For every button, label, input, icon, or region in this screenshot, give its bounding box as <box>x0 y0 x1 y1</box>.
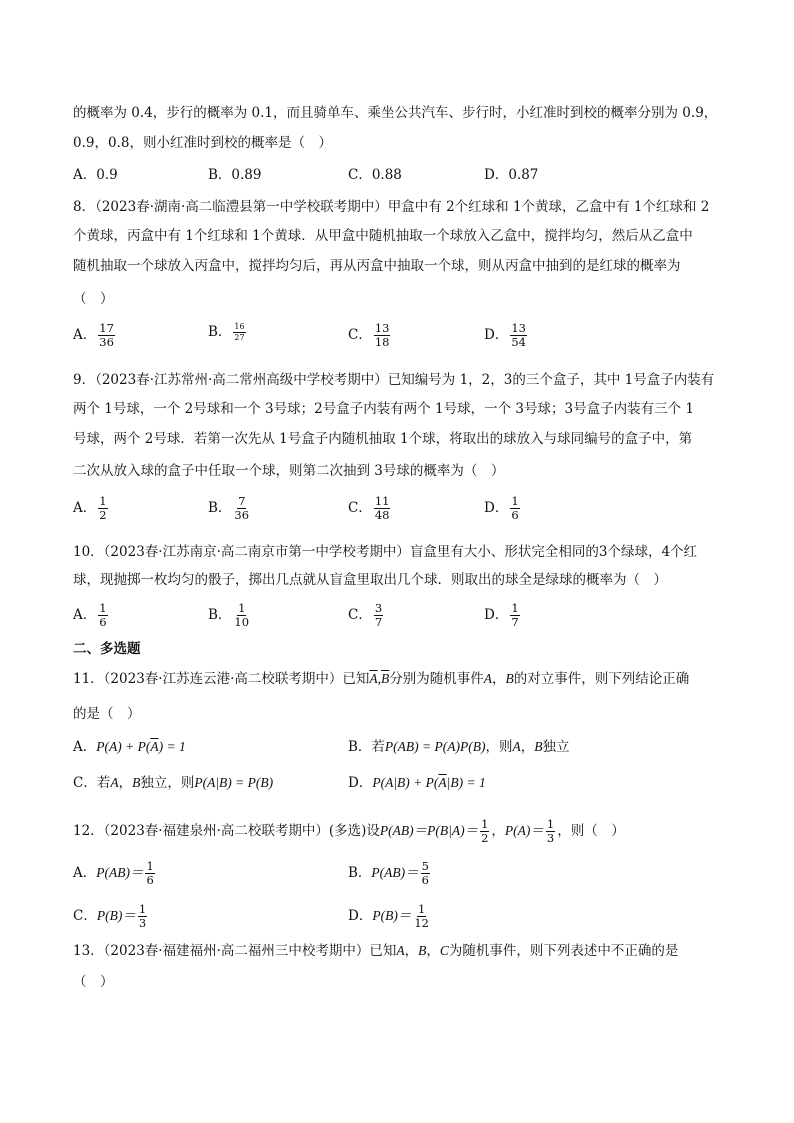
fraction: $\frac{7}{36}$ <box>234 494 250 522</box>
math-expression: P(AB)＝P(B|A)＝ <box>379 823 479 838</box>
q10-option-b <box>208 602 252 629</box>
q11-option-b: B．若P(AB) = P(A)P(B)，则A，B独立 <box>348 739 570 755</box>
q8-option-b <box>208 322 248 343</box>
option-letter: D． <box>484 500 509 516</box>
fraction: $\frac{13}{18}$ <box>374 321 390 349</box>
option-letter: D． <box>484 327 509 343</box>
q10-option-d <box>484 602 522 629</box>
math-expression: B <box>418 943 427 958</box>
math-expression: $P(A) + P(\overline{A}) = 1$ <box>96 739 186 754</box>
fraction: $\frac{1}{3}$ <box>546 817 555 845</box>
q8-option-a <box>73 322 117 349</box>
q13-line-1: 13．（2023春·福建福州·高二福州三中校考期中）已知A，B，C为随机事件，则下列表述中不正确的是 <box>73 943 679 959</box>
math-expression: P(AB)＝ <box>96 865 144 880</box>
math-expression: $\overline{A},\overline{B}$ <box>369 671 390 686</box>
intro-line-1: 的概率为 0.4，步行的概率为 0.1，而且骑单车、乘坐公共汽车、步行时，小红准时到校的概率分别为 0.9， <box>73 105 718 121</box>
math-expression: B <box>534 739 543 754</box>
q8-option-c <box>348 322 392 349</box>
q10-option-c <box>348 602 385 629</box>
q11-line-1: 11．（2023春·江苏连云港·高二校联考期中）已知$\overline{A},\overline{B}$分别为随机事件A，B的对立事件，则下列结论正确 <box>73 671 690 687</box>
math-expression: C <box>439 943 449 958</box>
q11-line-2: 的是（ ） <box>73 706 141 722</box>
q8-line-1: 8．（2023春·湖南·高二临澧县第一中学校联考期中）甲盒中有 2个红球和 1个黄球，乙盒中有 1个红球和 2 <box>73 199 710 215</box>
math-expression: A <box>512 739 521 754</box>
fraction: $\frac{1}{2}$ <box>481 817 489 845</box>
q9-option-b <box>208 495 252 522</box>
math-expression: P(A|B) = P(B) <box>194 775 274 790</box>
fraction: $\frac{5}{6}$ <box>421 859 429 887</box>
intro-option-d: D．0.87 <box>484 167 539 183</box>
fraction: $\frac{1}{3}$ <box>138 902 147 930</box>
math-expression: P(A)＝ <box>504 823 544 838</box>
q8-line-3: 随机抽取一个球放入丙盒中，搅拌均匀后，再从丙盒中抽取一个球，则从丙盒中抽到的是红球的概率为 <box>73 258 681 274</box>
math-expression: B <box>132 775 141 790</box>
intro-option-c: C．0.88 <box>348 167 402 183</box>
intro-option-b: B．0.89 <box>208 167 262 183</box>
q12-option-d: D．P(B)＝ $\frac{1}{12}$ <box>348 902 429 930</box>
fraction: $\frac{17}{36}$ <box>99 321 114 349</box>
math-expression: A <box>396 943 405 958</box>
option-letter: A． <box>73 607 97 623</box>
math-expression: B <box>505 671 514 686</box>
q12-option-c: C．P(B)＝ $\frac{1}{3}$ <box>73 902 147 930</box>
fraction: $\frac{1}{6}$ <box>146 859 154 887</box>
q9-line-1: 9．（2023春·江苏常州·高二常州高级中学校考期中）已知编号为 1，2，3的三个盒子，其中 1号盒子内装有 <box>73 372 715 388</box>
q11-option-d: D．$P(A|B) + P(\overline{A}|B) = 1$ <box>348 775 486 791</box>
fraction: $\frac{1}{6}$ <box>99 601 107 629</box>
q12-option-a: A．P(AB)＝ $\frac{1}{6}$ <box>73 859 154 887</box>
fraction: $\frac{3}{7}$ <box>374 601 383 629</box>
option-letter: B． <box>208 607 232 623</box>
option-letter: C． <box>348 500 372 516</box>
intro-line-2: 0.9，0.8，则小红准时到校的概率是（ ） <box>73 135 332 151</box>
q9-line-4: 二次从放入球的盒子中任取一个球，则第二次抽到 3号球的概率为（ ） <box>73 463 505 479</box>
q11-option-c: C．若A，B独立，则P(A|B) = P(B) <box>73 775 274 791</box>
option-letter: B． <box>208 500 232 516</box>
math-expression: P(AB) = P(A)P(B) <box>384 739 486 754</box>
q9-option-d <box>484 495 522 522</box>
math-expression: P(AB)＝ <box>371 865 419 880</box>
math-expression: A <box>110 775 119 790</box>
fraction: $\frac{16}{27}$ <box>234 322 245 342</box>
fraction: $\frac{1}{2}$ <box>99 494 107 522</box>
q12-line-1: 12．（2023春·福建泉州·高二校联考期中）(多选)设P(AB)＝P(B|A)＝ $\frac{1}{2}$ ，P(A)＝ $\frac{1}{3}$ ，则（ ） <box>73 817 625 845</box>
q9-option-a <box>73 495 110 522</box>
math-expression: P(B)＝ <box>372 908 412 923</box>
q9-line-2: 两个 1号球，一个 2号球和一个 3号球；2号盒子内装有两个 1号球，一个 3号球；3号盒子内装有三个 1 <box>73 401 694 417</box>
q8-line-2: 个黄球，丙盒中有 1个红球和 1个黄球．从甲盒中随机抽取一个球放入乙盒中，搅拌均匀，然后从乙盒中 <box>73 228 693 244</box>
fraction: $\frac{13}{54}$ <box>511 321 526 349</box>
q13-line-2: （ ） <box>73 974 114 990</box>
q9-line-3: 号球，两个 2号球．若第一次先从 1号盒子内随机抽取 1个球，将取出的球放入与球同编号的盒子中，第 <box>73 431 693 447</box>
fraction: $\frac{1}{7}$ <box>511 601 519 629</box>
option-letter: B． <box>208 324 232 340</box>
intro-option-a: A．0.9 <box>73 167 118 183</box>
option-letter: A． <box>73 327 97 343</box>
math-expression: P(B)＝ <box>96 908 136 923</box>
option-letter: C． <box>348 607 372 623</box>
q10-line-2: 球，现抛掷一枚均匀的骰子，掷出几点就从盲盒里取出几个球．则取出的球全是绿球的概率为（ ） <box>73 572 667 588</box>
fraction: $\frac{1}{10}$ <box>234 601 250 629</box>
section-heading: 二、多选题 <box>73 641 141 657</box>
fraction: $\frac{1}{6}$ <box>511 494 519 522</box>
q10-line-1: 10．（2023春·江苏南京·高二南京市第一中学校考期中）盲盒里有大小、形状完全相同的3个绿球，4个红 <box>73 544 698 560</box>
q9-option-c <box>348 495 392 522</box>
q8-option-d <box>484 322 529 349</box>
math-expression: $P(A|B) + P(\overline{A}|B) = 1$ <box>372 775 486 790</box>
option-letter: A． <box>73 500 97 516</box>
option-letter: D． <box>484 607 509 623</box>
math-expression: A <box>483 671 492 686</box>
fraction: $\frac{11}{48}$ <box>374 494 390 522</box>
q10-option-a <box>73 602 110 629</box>
q8-line-4: （ ） <box>73 291 114 307</box>
option-letter: C． <box>348 327 372 343</box>
fraction: $\frac{1}{12}$ <box>414 902 429 930</box>
q11-option-a: A．$P(A) + P(\overline{A}) = 1$ <box>73 739 186 755</box>
q12-option-b: B．P(AB)＝ $\frac{5}{6}$ <box>348 859 429 887</box>
